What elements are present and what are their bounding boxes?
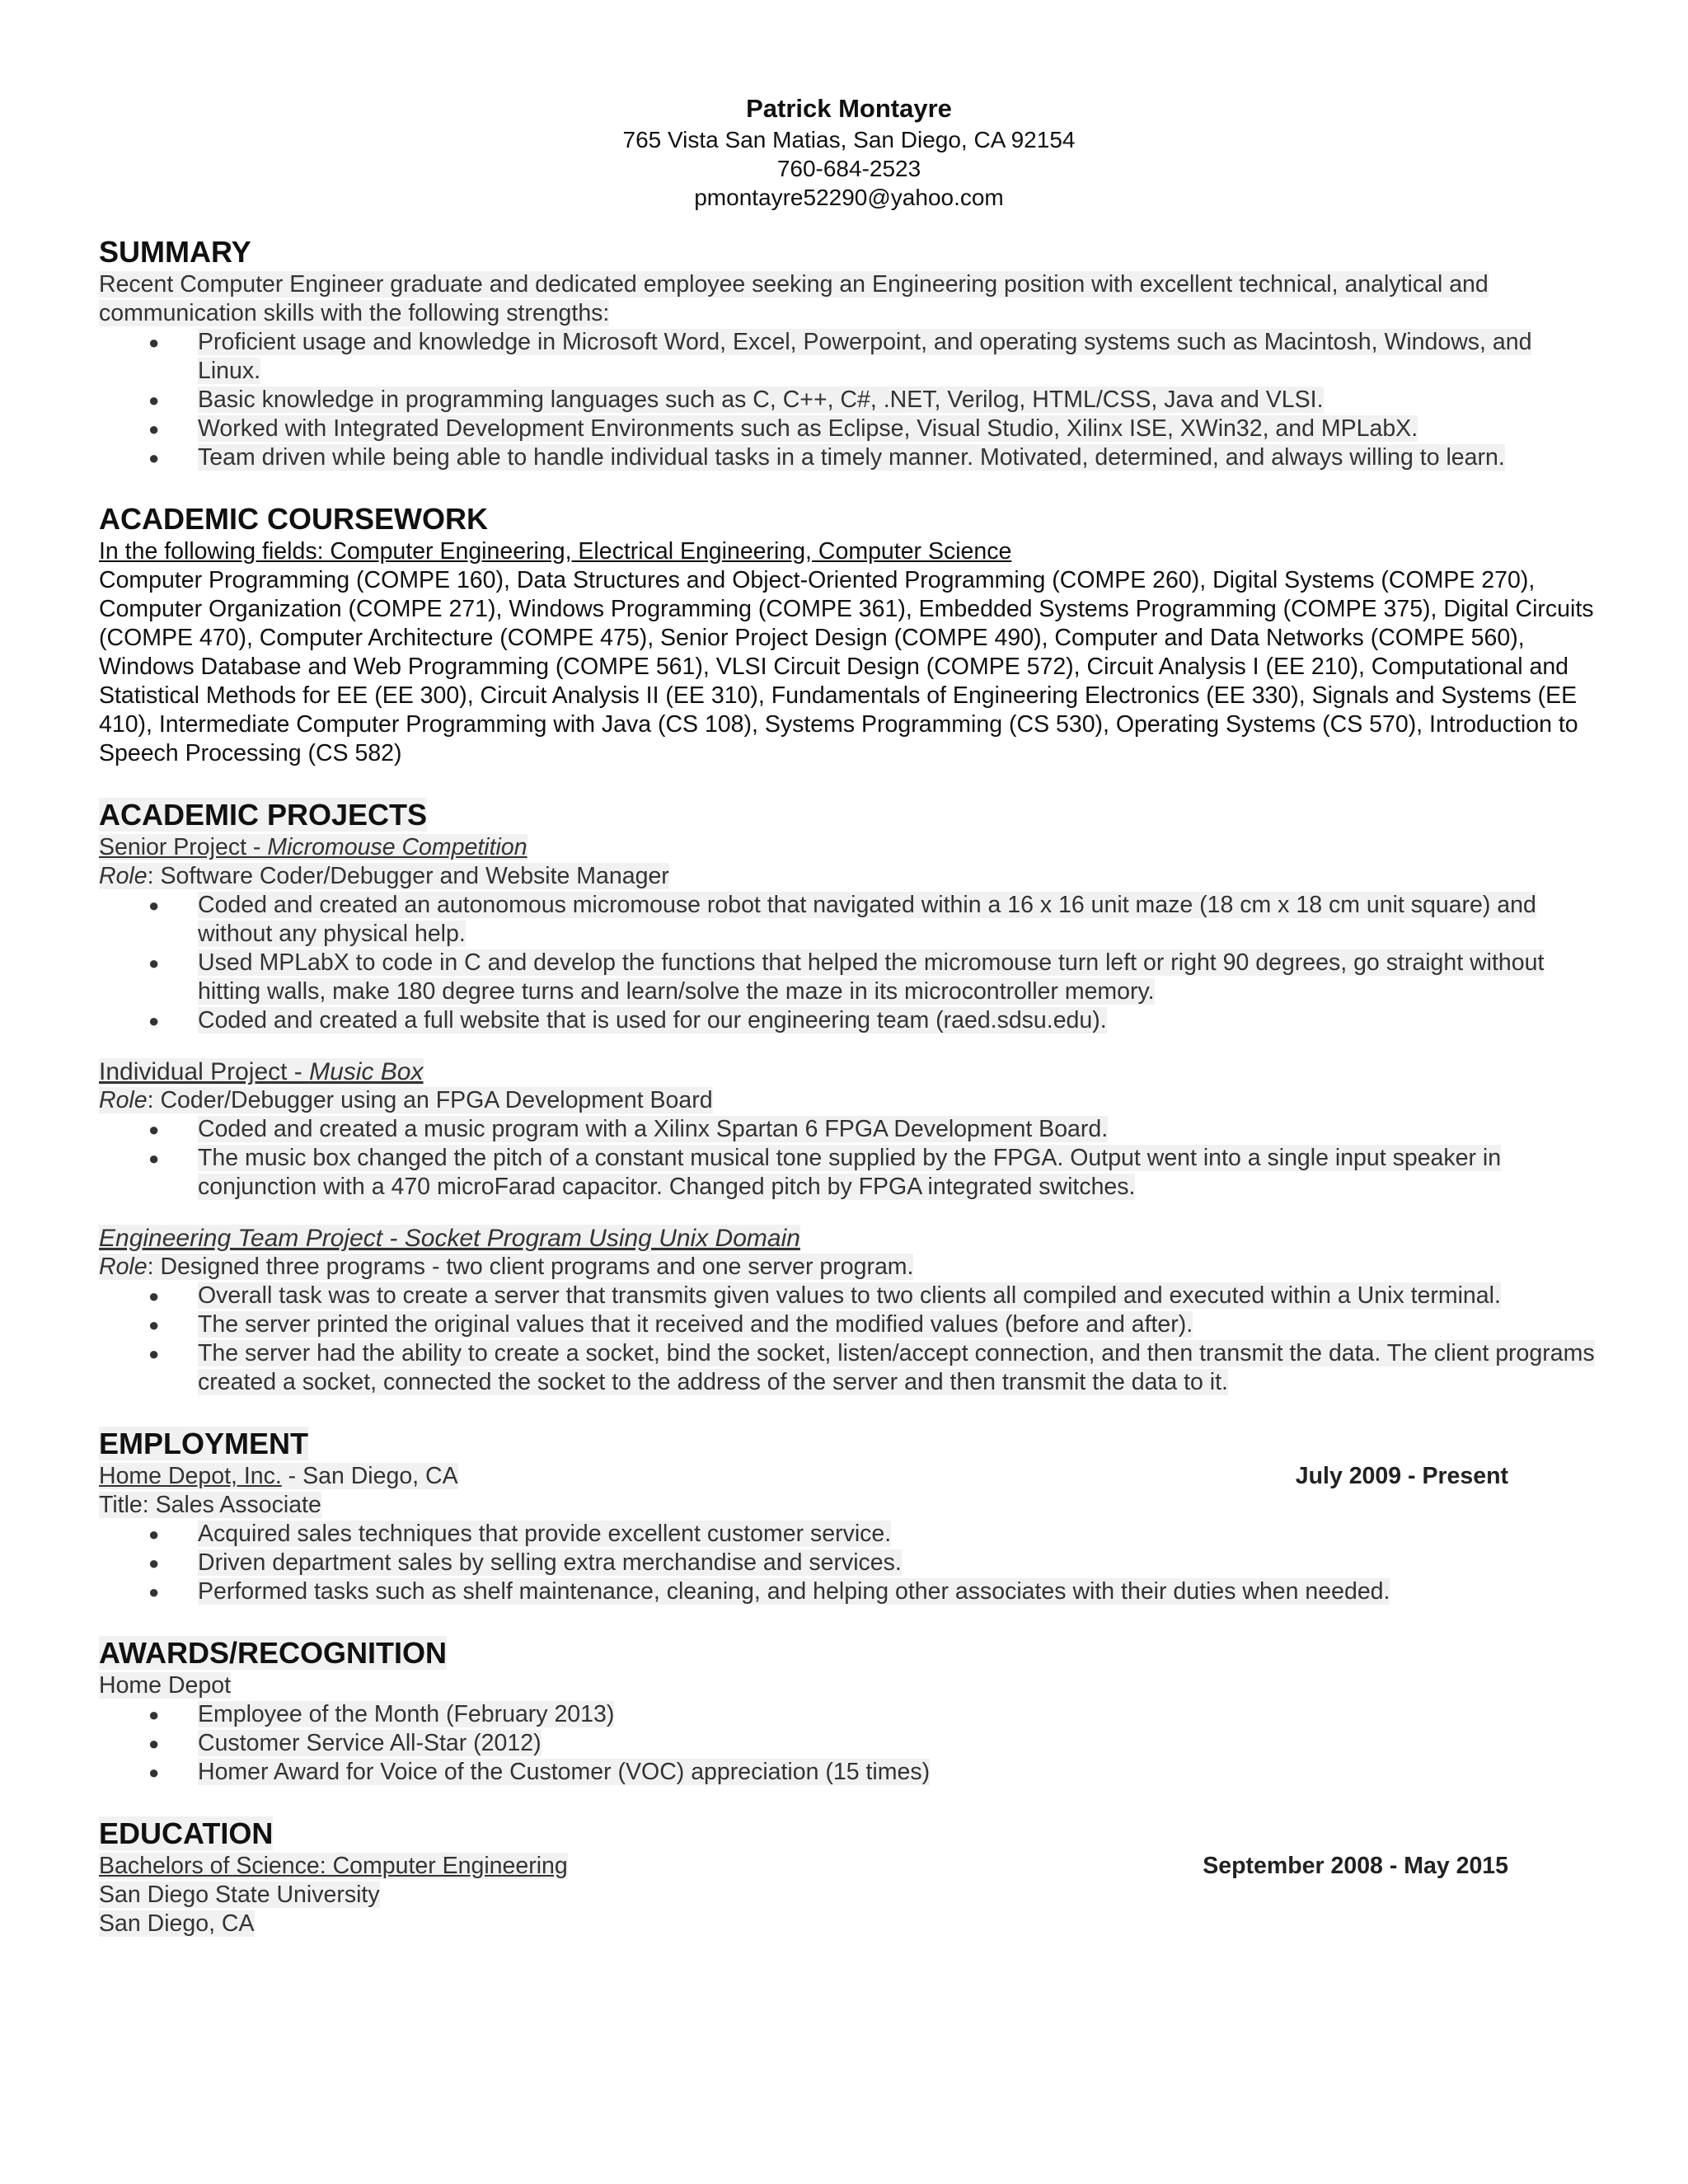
employment-row (99, 1462, 1508, 1491)
coursework-list: Computer Programming (COMPE 160), Data Structures and Object-Oriented Programming (COMPE 260), Digital Systems (COMPE 270), Computer Organization (COMPE 271), Windows Programming (COMPE 361), Embedded Systems Programming (COMPE 375), Digital Circuits (COMPE 470), Computer Architecture (COMPE 475), Senior Project Design (COMPE 490), Computer and Data Networks (COMPE 560), Windows Database and Web Programming (COMPE 561), VLSI Circuit Design (COMPE 572), Circuit Analysis I (EE 210), Computational and Statistical Methods for EE (EE 300), Circuit Analysis II (EE 310), Fundamentals of Engineering Electronics (EE 330), Signals and Systems (EE 410), Intermediate Computer Programming with Java (CS 108), Systems Programming (CS 530), Operating Systems (CS 570), Introduction to Speech Processing (CS 582) (99, 567, 1594, 766)
awards-org: Home Depot (99, 1672, 231, 1699)
awards-section (99, 1635, 1599, 1787)
project-role: Role: Designed three programs - two client programs and one server program. (99, 1254, 914, 1280)
list-item: ● Worked with Integrated Development Environments such as Eclipse, Visual Studio, Xilinx ISE, XWin32, and MPLabX. (148, 415, 1418, 442)
education-section (99, 1816, 1599, 1938)
email: pmontayre52290@yahoo.com (694, 185, 1004, 210)
project-heading: Senior Project - Micromouse Competition (99, 834, 528, 860)
project-senior (99, 833, 1599, 1035)
list-item: ● Used MPLabX to code in C and develop the functions that helped the micromouse turn left or right 90 degrees, go straight without hitting walls, make 180 degree turns and learn/solve the maze in its microcontroller memory. (148, 949, 1545, 1005)
job-title: Title: Sales Associate (99, 1492, 321, 1518)
project-bullets (99, 1282, 1599, 1397)
list-item: ● The server had the ability to create a socket, bind the socket, listen/accept connection, and then transmit the data. The client programs created a socket, connected the socket to the address of the server and then transmit the data to it. (148, 1340, 1595, 1395)
summary-bullets (99, 328, 1599, 472)
list-item: ● Team driven while being able to handle individual tasks in a timely manner. Motivated, determined, and always willing to learn. (148, 444, 1505, 471)
project-role: Role: Software Coder/Debugger and Website Manager (99, 863, 669, 889)
project-heading: Engineering Team Project - Socket Program Using Unix Domain (99, 1225, 800, 1252)
coursework-section (99, 501, 1599, 768)
list-item: ● Customer Service All-Star (2012) (148, 1730, 542, 1756)
project-role: Role: Coder/Debugger using an FPGA Development Board (99, 1087, 713, 1113)
company-name: Home Depot, Inc. (99, 1463, 282, 1489)
projects-title: ACADEMIC PROJECTS (99, 798, 428, 832)
project-bullets (99, 891, 1599, 1035)
awards-bullets (99, 1700, 1599, 1787)
summary-section (99, 234, 1599, 472)
project-music-box (99, 1057, 1599, 1202)
company-location: - San Diego, CA (281, 1463, 458, 1489)
school-name: San Diego State University (99, 1882, 380, 1908)
education-dates: September 2008 - May 2015 (1203, 1853, 1508, 1879)
list-item: ● Overall task was to create a server that transmits given values to two clients all compiled and executed within a Unix terminal. (148, 1282, 1501, 1309)
list-item: ● Coded and created a music program with a Xilinx Spartan 6 FPGA Development Board. (148, 1116, 1109, 1142)
list-item: ● Acquired sales techniques that provide excellent customer service. (148, 1521, 892, 1547)
project-bullets (99, 1115, 1599, 1202)
list-item: ● Proficient usage and knowledge in Microsoft Word, Excel, Powerpoint, and operating systems such as Macintosh, Windows, and Linux. (148, 329, 1532, 384)
list-item: ● Homer Award for Voice of the Customer (VOC) appreciation (15 times) (148, 1759, 931, 1785)
list-item: ● Basic knowledge in programming languages such as C, C++, C#, .NET, Verilog, HTML/CSS, Java and VLSI. (148, 387, 1324, 413)
employment-section (99, 1426, 1599, 1606)
candidate-name: Patrick Montayre (746, 94, 952, 123)
list-item: ● Performed tasks such as shelf maintenance, cleaning, and helping other associates with their duties when needed. (148, 1578, 1390, 1605)
employment-title: EMPLOYMENT (99, 1427, 309, 1460)
project-heading: Individual Project - Music Box (99, 1058, 424, 1085)
resume-page (99, 92, 1599, 1938)
resume-header (99, 92, 1599, 212)
coursework-title: ACADEMIC COURSEWORK (99, 502, 488, 536)
summary-title: SUMMARY (99, 235, 251, 269)
awards-title: AWARDS/RECOGNITION (99, 1636, 448, 1670)
school-city: San Diego, CA (99, 1910, 255, 1937)
degree: Bachelors of Science: Computer Engineering (99, 1853, 568, 1879)
list-item: ● The server printed the original values that it received and the modified values (before and after). (148, 1311, 1193, 1338)
phone: 760-684-2523 (776, 156, 921, 181)
employment-dates: July 2009 - Present (1295, 1463, 1508, 1489)
education-title: EDUCATION (99, 1816, 274, 1850)
coursework-fields: In the following fields: Computer Engineering, Electrical Engineering, Computer Science (99, 538, 1012, 565)
list-item: ● Driven department sales by selling extra merchandise and services. (148, 1549, 902, 1576)
list-item: ● Coded and created an autonomous micromouse robot that navigated within a 16 x 16 unit maze (18 cm x 18 cm unit square) and without any physical help. (148, 892, 1536, 947)
address: 765 Vista San Matias, San Diego, CA 92154 (622, 127, 1076, 152)
summary-intro: Recent Computer Engineer graduate and dedicated employee seeking an Engineering position with excellent technical, analytical and communication skills with the following strengths: (99, 271, 1489, 326)
employment-bullets (99, 1520, 1599, 1606)
education-row (99, 1852, 1508, 1881)
list-item: ● The music box changed the pitch of a constant musical tone supplied by the FPGA. Output went into a single input speaker in conjunction with a 470 microFarad capacitor. Changed pitch by FPGA integrated switches. (148, 1145, 1502, 1200)
list-item: ● Coded and created a full website that is used for our engineering team (raed.sdsu.edu). (148, 1007, 1107, 1033)
projects-section (99, 797, 1599, 1397)
list-item: ● Employee of the Month (February 2013) (148, 1701, 615, 1727)
project-socket (99, 1224, 1599, 1397)
